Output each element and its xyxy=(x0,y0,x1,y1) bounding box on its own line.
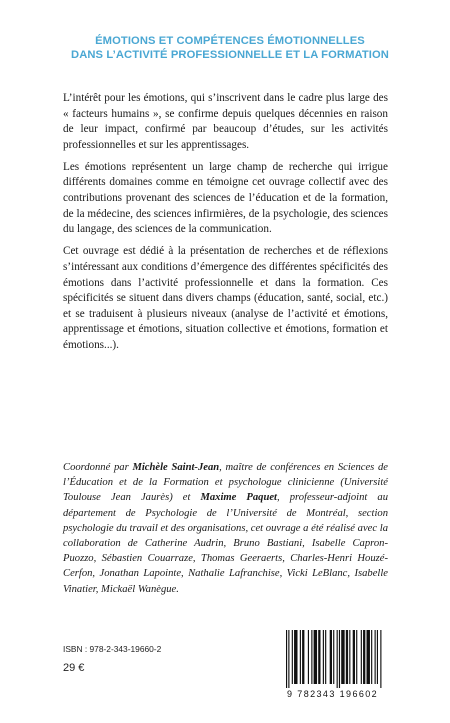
title-line-1: ÉMOTIONS ET COMPÉTENCES ÉMOTIONNELLES xyxy=(95,35,365,47)
barcode-bar xyxy=(330,630,332,684)
barcode-bar xyxy=(286,630,287,688)
barcode-bar xyxy=(325,630,326,684)
barcode-bar xyxy=(318,630,320,684)
summary-paragraph-1: L’intérêt pour les émotions, qui s’inscrivent dans le cadre plus large des « facteurs humains », se confirme depuis quelques décennies en raison de leur impact, confirmé par beaucoup d’études, sur les activités professionnelles et sur les apprentissages. xyxy=(63,92,388,151)
barcode-bar xyxy=(341,630,344,684)
barcode-bar xyxy=(353,630,355,684)
barcode-bar xyxy=(302,630,304,684)
barcode-bar xyxy=(380,630,381,688)
book-title xyxy=(60,35,400,62)
credits-paragraph xyxy=(63,460,388,597)
summary-text xyxy=(63,91,388,360)
barcode-bar xyxy=(308,630,309,684)
credits-intro: Coordonné par xyxy=(63,462,133,473)
editor-name-2: Maxime Paquet xyxy=(200,492,277,504)
barcode-digits: 9 782343 196602 xyxy=(287,689,379,699)
barcode-bar xyxy=(361,630,362,684)
barcode-bar xyxy=(337,630,338,688)
editor-description-1: , maître de conférences en Sciences de l’Éducation et de la Formation et psychologue clinicienne (Université Toulouse Jean Jaurès) et xyxy=(63,462,389,504)
barcode-bar xyxy=(346,630,348,684)
barcode-bar xyxy=(292,630,293,684)
barcode-bar xyxy=(377,630,378,684)
barcode-bar xyxy=(363,630,365,684)
isbn-label: ISBN : 978-2-343-19660-2 xyxy=(63,644,162,654)
barcode-bar xyxy=(371,630,372,684)
title-line-2: DANS L’ACTIVITÉ PROFESSIONNELLE ET LA FORMATION xyxy=(71,48,389,61)
editor-name-1: Michèle Saint-Jean xyxy=(132,462,220,473)
barcode-bars xyxy=(281,626,398,688)
barcode-bar xyxy=(375,630,376,684)
editor-description-2: , professeur-adjoint au département de Psychologie de l’Université de Montréal, section psychologie du travail et des organisations, cet ouvrage a été réalisé avec la collaboration de Catherine Audrin, Bruno Bastiani, Isabelle Capron-Puozzo, Sébastien Couarraze, Thomas Geeraerts, Charles-Henri Houzé-Cerfon, Jonathan Lapointe, Nathalie Lafranchise, Vicki LeBlanc, Isabelle Vinatier, Mickaël Wanègue. xyxy=(63,492,388,595)
barcode-bar xyxy=(300,630,301,684)
barcode-bar xyxy=(349,630,350,684)
barcode-bar xyxy=(333,630,334,684)
price-label: 29 € xyxy=(63,662,85,674)
barcode-bar xyxy=(367,630,370,684)
barcode-bar xyxy=(356,630,357,684)
barcode-bar xyxy=(339,630,340,688)
summary-paragraph-2: Les émotions représentent un large champ de recherche qui irrigue différents domaines comme en témoigne cet ouvrage collectif avec des contributions provenant des sciences de l’éducation et de la formation, de la médecine, des sciences infirmières, de la psychologie, des sciences du langage, des sciences de la communication. xyxy=(63,160,388,236)
barcode-bar xyxy=(314,630,317,684)
summary-paragraph-3: Cet ouvrage est dédié à la présentation de recherches et de réflexions s’intéressant aux conditions d’émergence des différentes spécificités des émotions dans l’activité professionnelle et dans la formation. Ces spécificités se situent dans divers champs (éducation, santé, social, etc.) et se traduisent à plusieurs niveaux (analyse de l’activité et émotions, apprentissage et émotions, situation collective et émotions, formation et émotions...). xyxy=(63,245,388,351)
barcode-bar xyxy=(294,630,297,684)
barcode-bar xyxy=(311,630,312,684)
barcode-bar xyxy=(288,630,289,688)
barcode xyxy=(281,626,398,694)
barcode-bar xyxy=(323,630,324,684)
